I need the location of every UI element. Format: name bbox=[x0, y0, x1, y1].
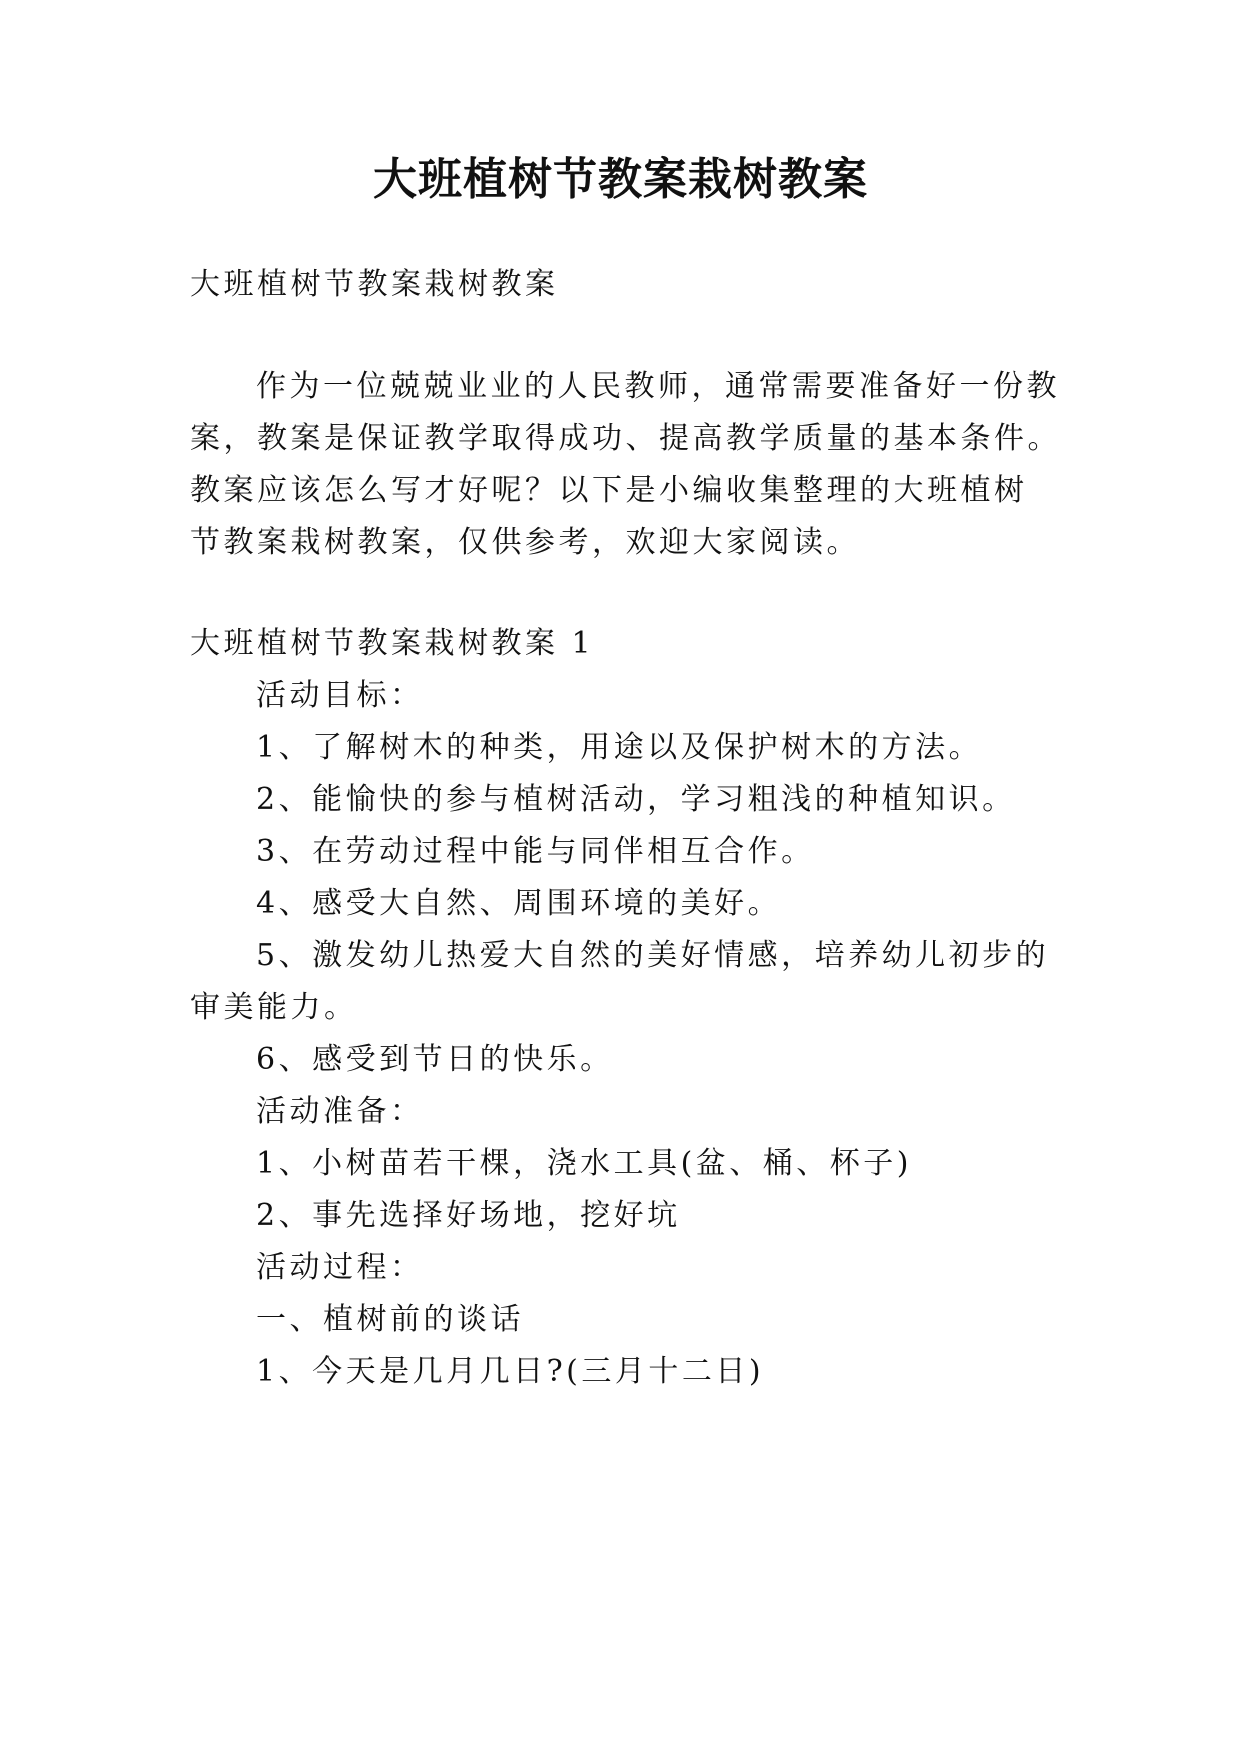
goals-heading: 活动目标： bbox=[256, 678, 424, 713]
prep-heading: 活动准备： bbox=[256, 1094, 424, 1129]
process-item-1: 一、植树前的谈话 bbox=[256, 1302, 524, 1337]
goal-item-3: 3、在劳动过程中能与同伴相互合作。 bbox=[256, 834, 815, 869]
intro-line-4: 节教案栽树教案，仅供参考，欢迎大家阅读。 bbox=[190, 525, 860, 560]
goal-item-5-continued: 审美能力。 bbox=[190, 990, 358, 1025]
goal-item-6: 6、感受到节日的快乐。 bbox=[256, 1042, 614, 1077]
goal-item-2: 2、能愉快的参与植树活动，学习粗浅的种植知识。 bbox=[256, 782, 1016, 817]
process-heading: 活动过程： bbox=[256, 1250, 424, 1285]
prep-item-1: 1、小树苗若干棵，浇水工具(盆、桶、杯子) bbox=[256, 1146, 912, 1181]
goal-item-5: 5、激发幼儿热爱大自然的美好情感，培养幼儿初步的 bbox=[256, 938, 1050, 973]
goal-item-4: 4、感受大自然、周围环境的美好。 bbox=[256, 886, 782, 921]
document-subtitle: 大班植树节教案栽树教案 bbox=[190, 267, 559, 302]
intro-line-3: 教案应该怎么写才好呢？以下是小编收集整理的大班植树 bbox=[190, 473, 1028, 508]
intro-line-2: 案，教案是保证教学取得成功、提高教学质量的基本条件。 bbox=[190, 421, 1061, 456]
goal-item-1: 1、了解树木的种类，用途以及保护树木的方法。 bbox=[256, 730, 983, 765]
document-title: 大班植树节教案栽树教案 bbox=[373, 154, 868, 205]
intro-line-1: 作为一位兢兢业业的人民教师，通常需要准备好一份教 bbox=[256, 369, 1060, 404]
section-heading: 大班植树节教案栽树教案 1 bbox=[190, 626, 595, 661]
process-item-2: 1、今天是几月几日?(三月十二日) bbox=[256, 1354, 765, 1389]
prep-item-2: 2、事先选择好场地，挖好坑 bbox=[256, 1198, 681, 1233]
